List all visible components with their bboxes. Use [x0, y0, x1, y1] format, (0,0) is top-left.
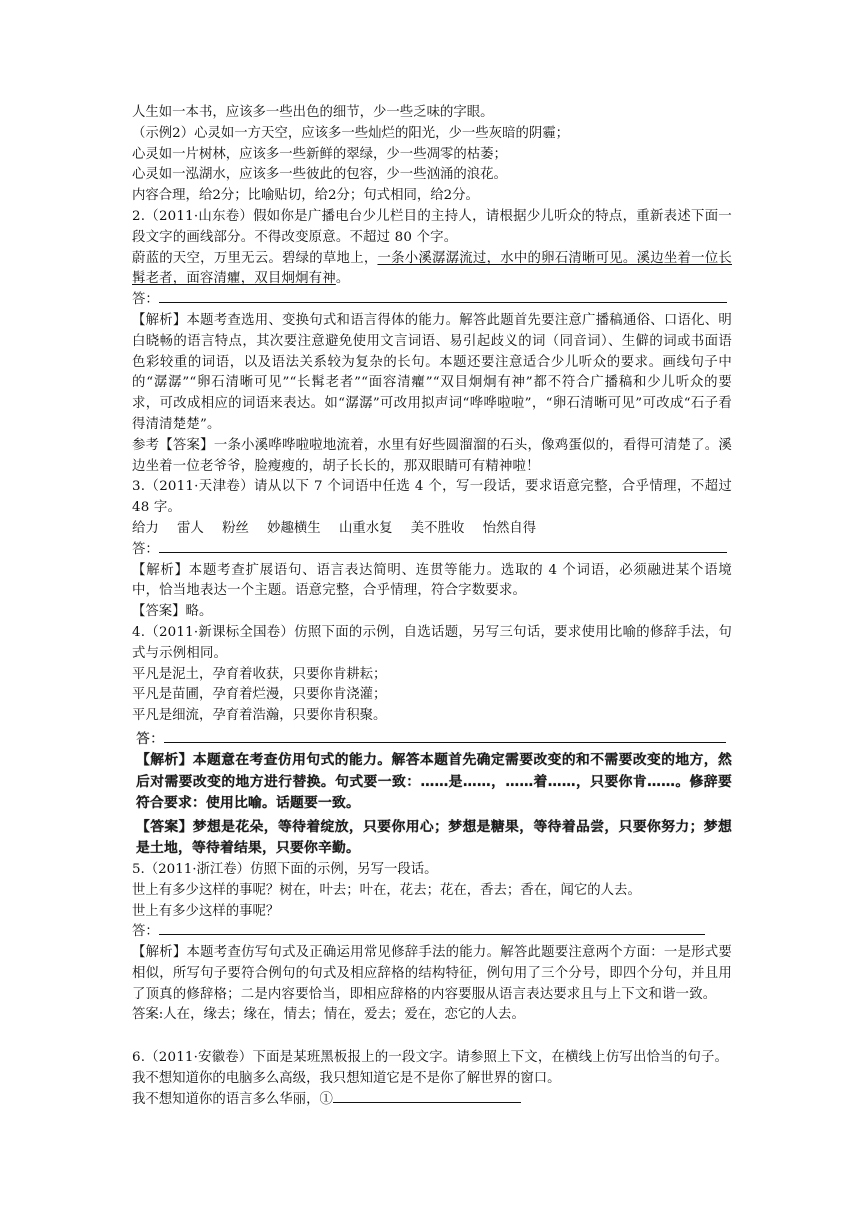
- fill-line[interactable]: [132, 1090, 732, 1111]
- text-line: 我不想知道你的电脑多么高级，我只想知道它是不是你了解世界的窗口。: [132, 1071, 561, 1087]
- answer-line[interactable]: [132, 290, 732, 311]
- answer-label: 答：: [132, 292, 159, 308]
- text-line: 人生如一本书，应该多一些出色的细节，少一些乏味的字眼。: [132, 105, 494, 120]
- question-5-answer: 答案:人在，缘去；缘在，情去；情在，爱去；爱在，恋它的人去。: [132, 1007, 525, 1023]
- word-item: 美不胜收: [410, 520, 465, 536]
- question-4-answer: [136, 817, 732, 860]
- example-line: 世上有多少这样的事呢？树在，叶去；叶在，花去；花在，香去；香在，闻它的人去。: [132, 882, 641, 898]
- answer-label: 答：: [132, 541, 159, 557]
- scoring-note: 内容合理，给2分；比喻贴切，给2分；句式相同，给2分。: [132, 188, 479, 204]
- answer-line[interactable]: [136, 729, 732, 751]
- answer-label: 答：: [132, 924, 159, 940]
- example-line: 平凡是细流，孕育着浩瀚，只要你肯积聚。: [132, 708, 387, 724]
- example-line: 平凡是泥土，孕育着收获，只要你肯耕耘；: [132, 666, 387, 682]
- example-line: 平凡是苗圃，孕育着烂漫，只要你肯浇灌；: [132, 687, 387, 703]
- question-2-stem: 2.（2011·山东卷）假如你是广播电台少儿栏目的主持人，请根据少儿听众的特点，重新表述下面一段文字的画线部分。不得改变原意。不超过 80 个字。: [132, 208, 732, 245]
- document-page: [132, 103, 732, 1111]
- passage-end: 。: [335, 271, 350, 287]
- fill-prompt: 我不想知道你的语言多么华丽，①: [132, 1091, 333, 1107]
- passage-underlined: 一条小溪潺潺流过，水中的卵石清晰可见。溪边坐着一位长髯老者，面容清癯，双目炯炯有神: [132, 250, 732, 287]
- question-3-analysis: 【解析】本题考查扩展语句、语言表达简明、连贯等能力。选取的 4 个词语，必须融进某个语境中，恰当地表达一个主题。语意完整，合乎情理，符合字数要求。: [132, 562, 732, 599]
- question-3-stem: 3.（2011·天津卷）请从以下 7 个词语中任选 4 个，写一段话，要求语意完整，合乎情理，不超过 48 字。: [132, 479, 732, 516]
- answer-blank[interactable]: [159, 922, 705, 935]
- spacer: [132, 1026, 732, 1048]
- question-2-reference-answer: 参考【答案】一条小溪哗哗啦啦地流着，水里有好些圆溜溜的石头，像鸡蛋似的，看得可清楚了。溪边坐着一位老爷爷，脸瘦瘦的，胡子长长的，那双眼睛可有精神啦！: [132, 437, 732, 474]
- question-4-analysis: [136, 750, 732, 815]
- answer-line[interactable]: [132, 922, 732, 943]
- word-item: 粉丝: [222, 520, 249, 536]
- question-3-answer: 【答案】略。: [132, 604, 213, 620]
- answer-blank[interactable]: [159, 540, 727, 553]
- passage-plain: 蔚蓝的天空，万里无云。碧绿的草地上，: [132, 250, 378, 266]
- answer-line[interactable]: [132, 540, 732, 561]
- text-line: 心灵如一泓湖水，应该多一些彼此的包容，少一些汹涌的浪花。: [132, 167, 507, 183]
- word-item: 妙趣横生: [267, 520, 321, 536]
- analysis-text: 本题意在考查仿用句式的能力。解答本题首先确定需要改变的和不需要改变的地方，然后对需要改变的地方进行替换。句式要一致：……是……，……着……，只要你肯……。修辞要符合要求：使用比喻。话题要一致。: [136, 752, 732, 812]
- answer-tag: 【答案】: [136, 818, 193, 835]
- question-2-analysis: 【解析】本题考查选用、变换句式和语言得体的能力。解答此题首先要注意广播稿通俗、口语化、明白晓畅的语言特点，其次要注意避免使用文言词语、易引起歧义的词（同音词）、生僻的词或书面语色彩较重的词语，以及语法关系较为复杂的长句。本题还要注意适合少儿听众的要求。画线句子中的“潺潺”“卵石清晰可见”“长髯老者”“面容清癯”“双目炯炯有神”都不符合广播稿和少儿听众的要求，可改成相应的词语来表达。如“潺潺”可改用拟声词“哗哗啦啦”，“卵石清晰可见”可改成“石子看得清清楚楚”。: [132, 312, 732, 432]
- word-item: 雷人: [177, 520, 204, 536]
- text-line: （示例2）心灵如一方天空，应该多一些灿烂的阳光，少一些灰暗的阴霾；: [132, 125, 570, 141]
- answer-blank[interactable]: [159, 290, 727, 303]
- question-6-stem: 6.（2011·安徽卷）下面是某班黑板报上的一段文字。请参照上下文，在横线上仿写出恰当的句子。: [132, 1050, 729, 1066]
- text-line: 心灵如一片树林，应该多一些新鲜的翠绿，少一些凋零的枯萎；: [132, 146, 507, 162]
- prompt-line: 世上有多少这样的事呢？: [132, 903, 280, 919]
- word-item: 给力: [132, 520, 159, 536]
- pasted-image-block: [136, 729, 732, 860]
- analysis-label: 【解析】: [136, 752, 193, 769]
- answer-blank[interactable]: [164, 730, 726, 743]
- question-2-passage: [132, 249, 732, 291]
- question-5-analysis: 【解析】本题考查仿写句式及正确运用常见修辞手法的能力。解答此题要注意两个方面：一是形式要相似，所写句子要符合例句的句式及相应辞格的结构特征，例句用了三个分号，即四个分句，并且用了顶真的修辞格；二是内容要恰当，即相应辞格的内容要服从语言表达要求且与上下文和谐一致。: [132, 945, 732, 1002]
- answer-text: 梦想是花朵，等待着绽放，只要你用心；梦想是糖果，等待着品尝，只要你努力；梦想是土地，等待着结果，只要你辛勤。: [136, 818, 732, 857]
- word-list: [132, 519, 732, 540]
- answer-label: 答：: [136, 730, 165, 747]
- word-item: 山重水复: [338, 520, 393, 536]
- word-item: 怡然自得: [482, 520, 537, 536]
- question-4-stem: 4.（2011·新课标全国卷）仿照下面的示例，自选话题，另写三句话，要求使用比喻的修辞手法，句式与示例相同。: [132, 624, 732, 661]
- question-5-stem: 5.（2011·浙江卷）仿照下面的示例，另写一段话。: [132, 861, 438, 877]
- fill-blank[interactable]: [333, 1090, 521, 1103]
